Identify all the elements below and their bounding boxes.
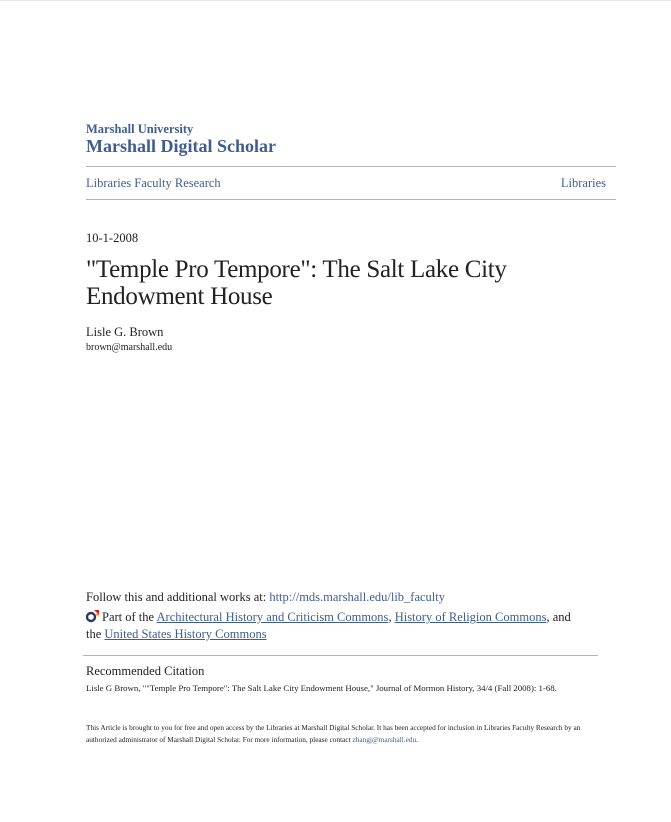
- notice-text: This Article is brought to you for free and open access by the Libraries at Marshall Digital Scholar. It has been accepted for inclusion in Libraries Faculty Research by an authorized administrator of Marshall Digital Scholar. For more information, please contact: [86, 723, 581, 744]
- department-link[interactable]: Libraries: [560, 176, 606, 190]
- part-of-prefix: Part of the: [102, 610, 157, 624]
- citation-divider: [83, 655, 598, 656]
- citation-text: Lisle G Brown, ""Temple Pro Tempore": The Salt Lake City Endowment House," Journal of Mormon History, 34/4 (Fall 2008): 1-68.: [86, 683, 557, 693]
- access-notice: [86, 722, 596, 746]
- author-name: Lisle G. Brown: [86, 325, 164, 339]
- separator: ,: [388, 610, 395, 624]
- follow-label: Follow this and additional works at:: [86, 590, 270, 604]
- commons-link-us-history[interactable]: United States History Commons: [104, 627, 267, 641]
- bepress-commons-icon: [86, 609, 100, 623]
- repository-name[interactable]: Marshall Digital Scholar: [86, 136, 276, 156]
- part-of-commons: [86, 609, 606, 643]
- author-email[interactable]: brown@marshall.edu: [86, 342, 173, 353]
- citation-heading: Recommended Citation: [86, 664, 205, 678]
- publication-date: 10-1-2008: [86, 231, 139, 245]
- header-divider: [86, 166, 616, 167]
- article-title: "Temple Pro Tempore": The Salt Lake City Endowment House: [86, 256, 507, 310]
- collection-url-link[interactable]: http://mds.marshall.edu/lib_faculty: [269, 590, 445, 604]
- collection-link[interactable]: Libraries Faculty Research: [86, 176, 221, 190]
- top-border: [0, 0, 671, 1]
- commons-link-religion[interactable]: History of Religion Commons: [394, 610, 547, 624]
- the-prefix: the: [86, 627, 105, 641]
- nav-divider: [86, 199, 616, 200]
- institution-name: Marshall University: [86, 122, 194, 136]
- notice-end: .: [416, 735, 418, 744]
- contact-email-link[interactable]: zhangj@marshall.edu: [352, 735, 417, 744]
- commons-link-architectural[interactable]: Architectural History and Criticism Commons: [156, 610, 389, 624]
- separator-and: , and: [546, 610, 571, 624]
- follow-line: [86, 590, 445, 605]
